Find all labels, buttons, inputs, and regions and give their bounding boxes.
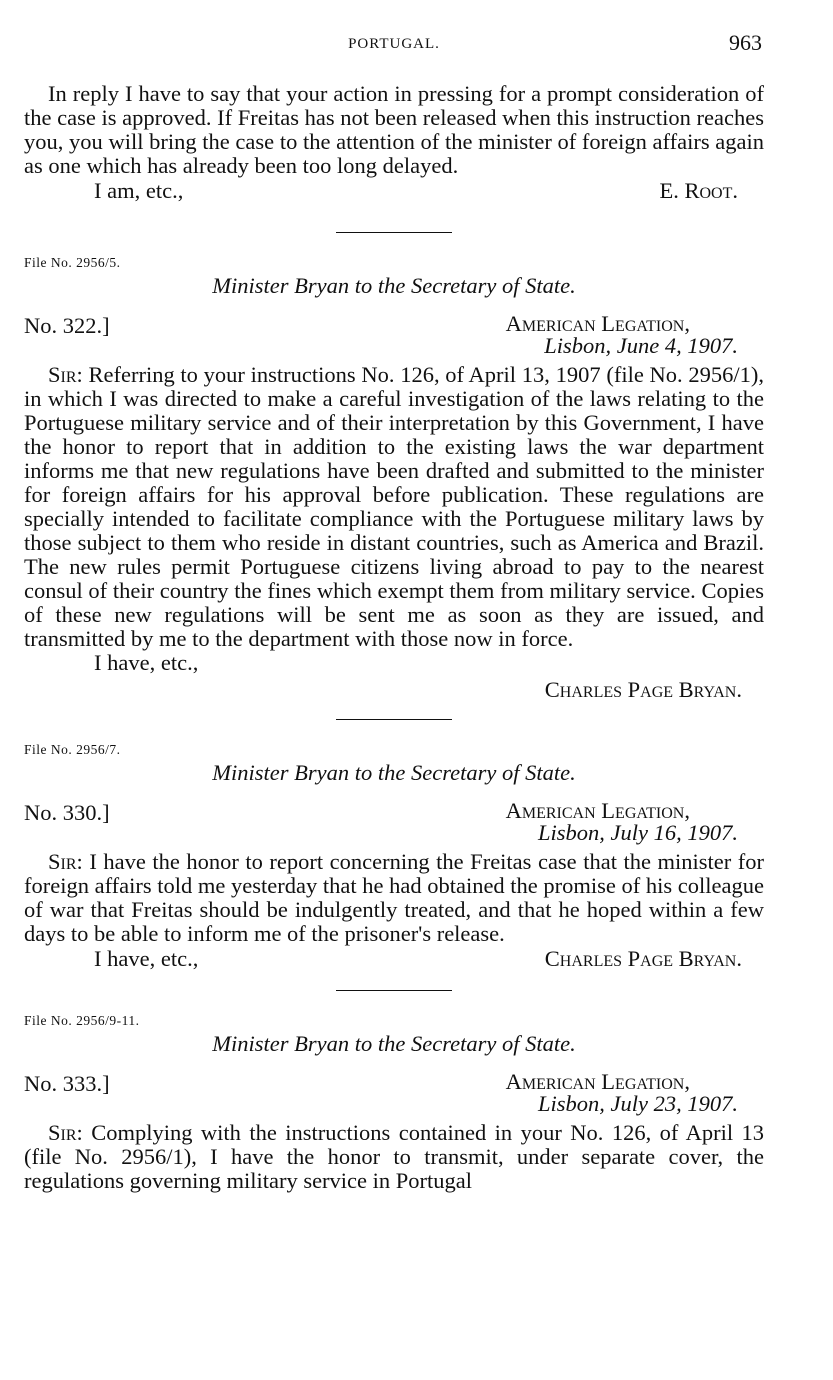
salutation: Sir: [48,1120,83,1145]
page-number: 963 [729,30,762,55]
section-divider [336,990,452,991]
closing: I have, etc., [94,946,199,971]
legation: American Legation, [505,1069,690,1094]
place-date: Lisbon, June 4, 1907. [544,333,738,358]
document-page [24,30,764,1193]
file-number: File No. 2956/9-11. [24,1013,140,1028]
despatch-number: No. 333.] [24,1071,110,1096]
letter-body-text: I have the honor to report concerning the Freitas case that the minister for foreign affairs told me yesterday that he had obtained the promise of his colleague of war that Freitas should be indulgently treated, and that he hoped within a few days to be able to inform me of the prisoner's release. [24,849,765,946]
letter-title: Minister Bryan to the Secretary of State. [212,273,576,298]
section-divider [336,232,452,233]
dateline-row [24,800,764,844]
salutation: Sir: [48,362,83,387]
letter-root-reply [24,82,764,204]
closing-row [24,946,764,972]
letter-body [24,850,764,946]
file-number: File No. 2956/5. [24,255,121,270]
despatch-number: No. 322.] [24,313,110,338]
letter-body-text: Referring to your instructions No. 126, of April 13, 1907 (file No. 2956/1), in which I was directed to make a careful investigation of the laws relating to the Portuguese military service and of their interpretation by this Government, I have the honor to report that in addition to the existing laws the war department informs me that new regulations have been drafted and submitted to the minister for foreign affairs for his approval before publication. These regulations are specially intended to facilitate compliance with the Portuguese military laws by those subject to them who reside in distant countries, such as America and Brazil. The new rules permit Portuguese citizens living abroad to pay to the nearest consul of their country the fines which exempt them from military service. Copies of these new regulations will be sent me as soon as they are issued, and transmitted by me to the department with those now in force. [24,362,764,651]
signature: Charles Page Bryan. [544,677,742,702]
place-date: Lisbon, July 23, 1907. [538,1091,738,1116]
letter-330 [24,742,764,972]
closing-row [24,178,764,204]
signature: E. Root. [659,178,738,203]
letter-body: In reply I have to say that your action in pressing for a prompt consideration of the case is approved. If Freitas has not been released when this instruction reaches you, you will bring the case to the attention of the minister of foreign affairs again as one which has already been too long delayed. [24,81,764,178]
closing: I am, etc., [94,178,184,203]
letter-body [24,363,764,651]
place-date: Lisbon, July 16, 1907. [538,820,738,845]
legation: American Legation, [505,311,690,336]
dateline [506,313,764,357]
closing: I have, etc., [94,650,199,675]
letter-333 [24,1013,764,1193]
dateline [506,800,764,844]
dateline-row [24,313,764,357]
dateline [506,1071,764,1115]
letter-title: Minister Bryan to the Secretary of State. [212,1031,576,1056]
legation: American Legation, [505,798,690,823]
salutation: Sir: [48,849,83,874]
page-header [24,30,764,62]
file-number: File No. 2956/7. [24,742,121,757]
despatch-number: No. 330.] [24,800,110,825]
section-divider [336,719,452,720]
letter-title: Minister Bryan to the Secretary of State. [212,760,576,785]
dateline-row [24,1071,764,1115]
running-head: PORTUGAL. [348,36,440,52]
letter-body-text: Complying with the instructions contained in your No. 126, of April 13 (file No. 2956/1), I have the honor to transmit, under separate cover, the regulations governing military service in Portugal [24,1120,765,1193]
letter-body [24,1121,764,1193]
letter-322 [24,255,764,703]
signature: Charles Page Bryan. [544,946,742,971]
